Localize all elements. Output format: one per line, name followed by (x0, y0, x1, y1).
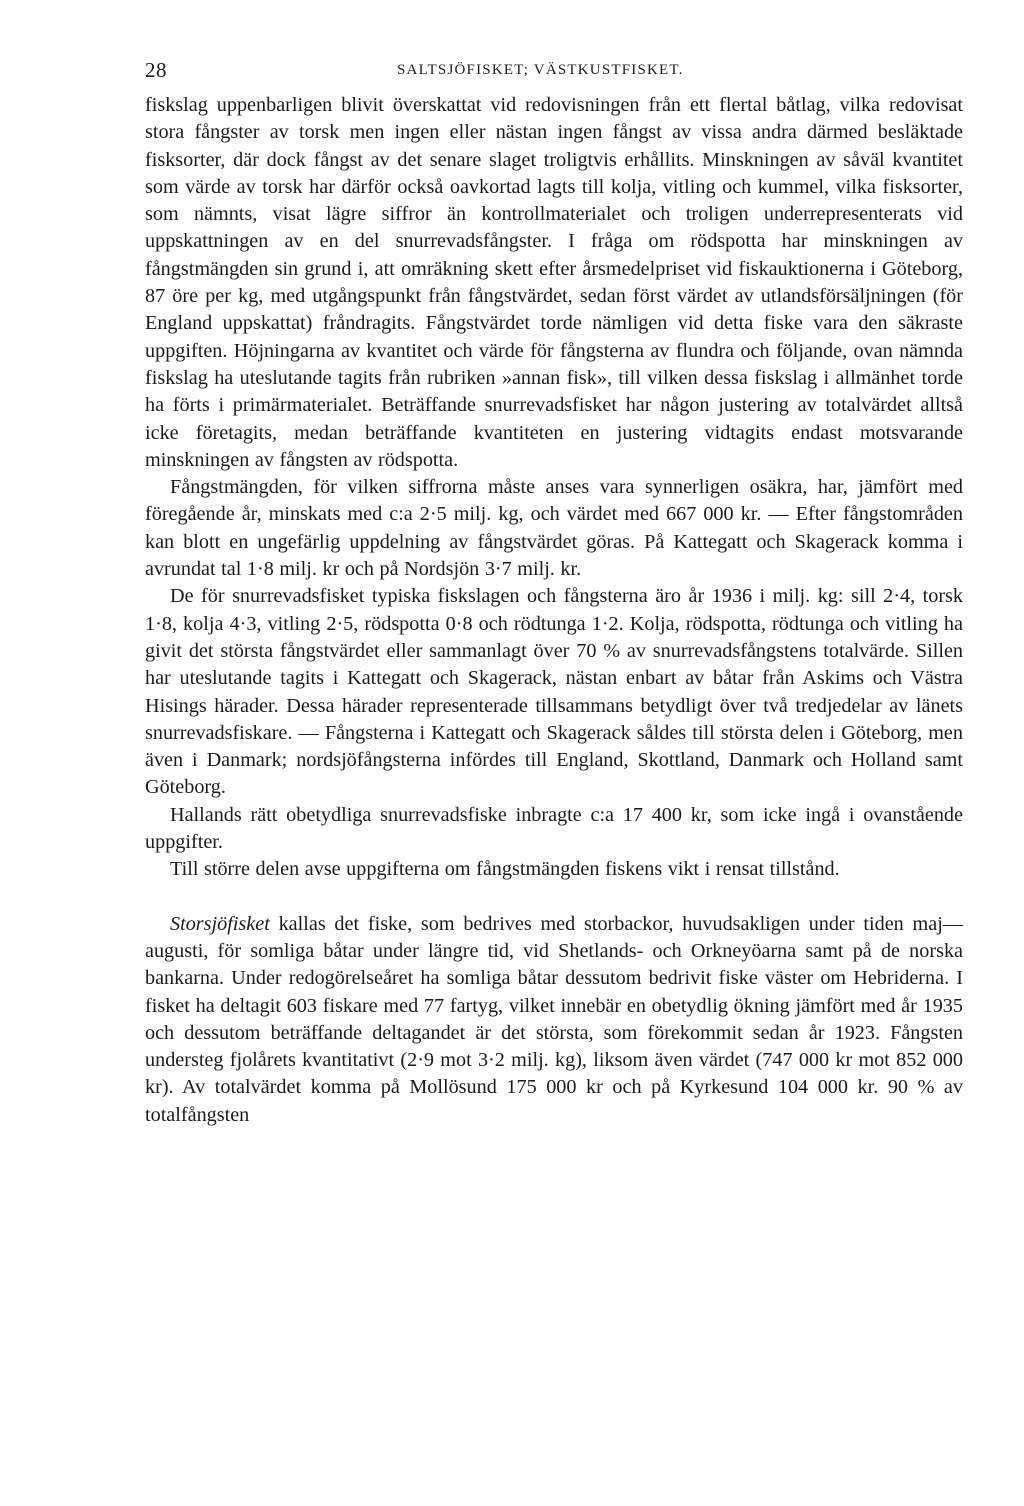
storsjofisket-term: Storsjöfisket (170, 912, 270, 935)
running-head (145, 52, 963, 92)
paragraph-fangstmangden: Fångstmängden, för vilken siffrorna måste anses vara synnerligen osäkra, har, jämfört med föregående år, minskats med c:a 2·5 milj. kg, och värdet med 667 000 kr. — Efter fångstområden kan blott en ungefärlig uppdelning av fångstvärdet göras. På Kattegatt och Skagerack komma i avrundat tal 1·8 milj. kr och på Nordsjön 3·7 milj. kr. (145, 476, 963, 581)
body-text (145, 92, 963, 1129)
storsjofisket-text: kallas det fiske, som bedrives med storbackor, huvudsakligen under tiden maj—augusti, för somliga båtar under längre tid, vid Shetlands- och Orkneyöarna samt på de norska bankarna. Under redogörelseåret ha somliga båtar dessutom bedrivit fiske väster om Hebriderna. I fisket ha deltagit 603 fiskare med 77 fartyg, vilket innebär en obetydlig ökning jämfört med år 1935 och dessutom beträffande deltagandet är det största, som förekommit sedan år 1923. Fångsten understeg fjolårets kvantitativt (2·9 mot 3·2 milj. kg), liksom även värdet (747 000 kr mot 852 000 kr). Av totalvärdet komma på Mollösund 175 000 kr och på Kyrkesund 104 000 kr. 90 % av totalfångsten (145, 912, 963, 1126)
page-number: 28 (145, 58, 167, 82)
running-title: SALTSJÖFISKET; VÄSTKUSTFISKET. (397, 62, 684, 78)
paragraph-continuation: fiskslag uppenbarligen blivit överskattat vid redovisningen från ett flertal båtlag, vilka redovisat stora fångster av torsk men ingen eller nästan ingen fångst av vissa andra därmed besläktade fisksorter, där dock fångst av det senare slaget troligtvis erhållits. Minskningen av såväl kvantitet som värde av torsk har därför också oavkortad lagts till kolja, vitling och kummel, vilka fisksorter, som nämnts, visat lägre siffror än kontrollmaterialet och troligen underrepresenterats vid uppskattningen av en del snurrevadsfångster. I fråga om rödspotta har minskningen av fångstmängden sin grund i, att omräkning skett efter årsmedelpriset vid fiskauktionerna i Göteborg, 87 öre per kg, med utgångspunkt från fångstvärdet, sedan först värdet av utlandsförsäljningen (för England uppskattat) fråndragits. Fångstvärdet torde nämligen vid detta fiske vara den säkraste uppgiften. Höjningarna av kvantitet och värde för fångsterna av flundra och följande, ovan nämnda fiskslag ha uteslutande tagits från rubriken »annan fisk», till vilken dessa fiskslag i allmänhet torde ha förts i primärmaterialet. Beträffande snurrevadsfisket har någon justering av totalvärdet alltså icke företagits, medan beträffande kvantiteten en justering vidtagits endast motsvarande minskningen av fångsten av rödspotta. (145, 94, 963, 471)
paragraph-rensat: Till större delen avse uppgifterna om fångstmängden fiskens vikt i rensat tillstånd. (170, 858, 840, 881)
section-gap (145, 884, 963, 911)
document-page (145, 52, 963, 1129)
paragraph-fiskslagen: De för snurrevadsfisket typiska fiskslagen och fångsterna äro år 1936 i milj. kg: sill 2·4, torsk 1·8, kolja 4·3, vitling 2·5, rödspotta 0·8 och rödtunga 1·2. Kolja, rödspotta, rödtunga och vitling ha givit det största fångstvärdet eller sammanlagt över 70 % av snurrevadsfångstens totalvärde. Sillen har uteslutande tagits i Kattegatt och Skagerack, nästan enbart av båtar från Askims och Västra Hisings härader. Dessa härader representerade tillsammans betydligt över två tredjedelar av länets snurrevadsfiskare. — Fångsterna i Kattegatt och Skagerack såldes till största delen i Göteborg, men även i Danmark; nordsjöfångsterna infördes till England, Skottland, Danmark och Holland samt Göteborg. (145, 585, 963, 799)
paragraph-storsjofisket (145, 911, 963, 1129)
paragraph-hallands: Hallands rätt obetydliga snurrevadsfiske inbragte c:a 17 400 kr, som icke ingå i ovanstående uppgifter. (145, 803, 963, 854)
